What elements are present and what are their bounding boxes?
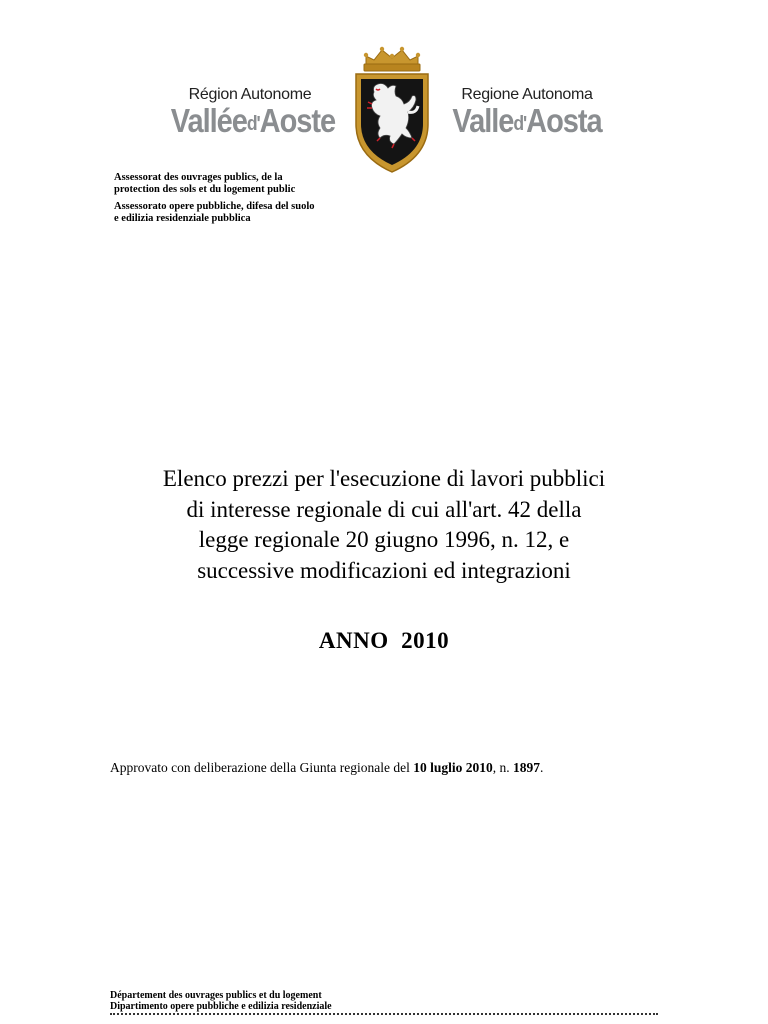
approval-number: 1897 xyxy=(513,760,541,775)
region-name-french xyxy=(160,86,340,141)
approval-middle: , n. xyxy=(492,760,514,775)
document-title-line2: di interesse regionale di cui all'art. 42 della xyxy=(186,496,582,522)
document-title-line4: successive modificazioni ed integrazioni xyxy=(197,557,571,583)
dotted-divider xyxy=(110,1011,658,1015)
department-french xyxy=(114,172,354,195)
approval-suffix: . xyxy=(540,760,544,775)
region-title-french xyxy=(170,102,336,141)
header-logo xyxy=(0,44,768,176)
department-header xyxy=(114,172,374,224)
document-title-line3: legge regionale 20 giugno 1996, n. 12, e xyxy=(198,527,570,552)
department-french-line1: Assessorat des ouvrages publics, de la xyxy=(114,172,283,183)
document-year: ANNO 2010 xyxy=(318,628,450,653)
approval-prefix: Approvato con deliberazione della Giunta regionale del xyxy=(110,760,414,775)
footer-department-italian: Dipartimento opere pubbliche e edilizia residenziale xyxy=(110,1001,332,1012)
region-title-italian-particle: d' xyxy=(513,113,527,135)
crown-icon xyxy=(364,47,420,71)
crowned-lion-shield-icon xyxy=(350,44,434,176)
department-french-line2: protection des sols et du logement public xyxy=(114,183,296,195)
footer-department xyxy=(110,990,332,1012)
department-italian-line2: e edilizia residenziale pubblica xyxy=(114,212,251,224)
region-title-french-part1: Vallée xyxy=(170,102,247,139)
department-italian-line1: Assessorato opere pubbliche, difesa del suolo xyxy=(114,201,315,212)
footer-department-french: Département des ouvrages publics et du logement xyxy=(110,990,322,1001)
document-title-line1: Elenco prezzi per l'esecuzione di lavori pubblici xyxy=(162,466,606,491)
region-label-italian: Regione Autonoma xyxy=(461,86,593,103)
region-title-french-part2: Aoste xyxy=(259,102,336,139)
document-title xyxy=(84,464,684,586)
region-title-italian xyxy=(452,104,602,141)
region-title-french-particle: d' xyxy=(246,113,260,135)
approval-date: 10 luglio 2010 xyxy=(413,760,493,775)
region-label-french: Région Autonome xyxy=(188,86,312,103)
approval-statement xyxy=(110,760,543,776)
department-italian xyxy=(114,201,374,224)
region-title-italian-part2: Aosta xyxy=(526,102,602,139)
region-title-italian-part1: Valle xyxy=(452,102,514,139)
region-name-italian xyxy=(442,86,612,141)
